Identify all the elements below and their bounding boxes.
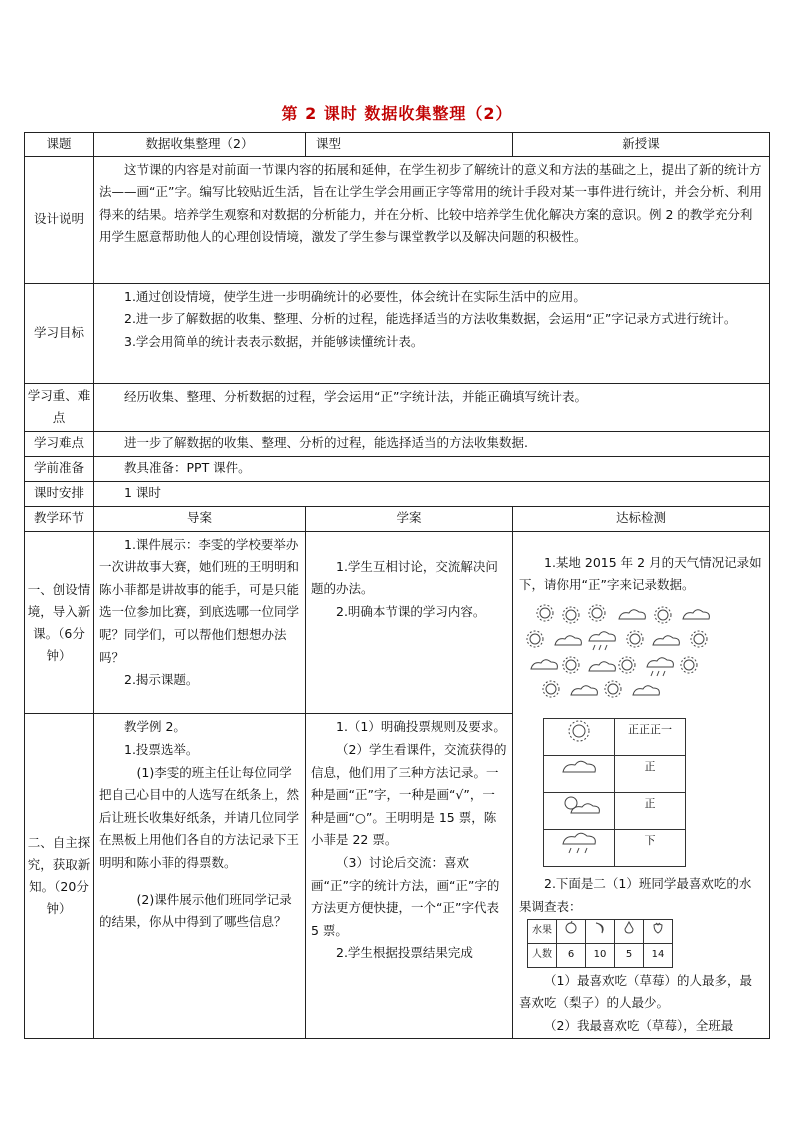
tally-cell: 正 <box>615 756 686 793</box>
page-title: 第 2 课时 数据收集整理（2） <box>281 104 513 123</box>
check-question-2: 2.下面是二（1）班同学最喜欢吃的水果调查表： <box>519 876 752 914</box>
banana-icon <box>593 920 607 934</box>
count-value: 10 <box>586 944 615 968</box>
col-study: 学案 <box>306 506 513 531</box>
topic-label: 课题 <box>25 133 94 157</box>
design-row <box>25 156 770 283</box>
schedule-label: 课时安排 <box>25 481 94 506</box>
guide-paragraph: 2.揭示课题。 <box>124 672 199 688</box>
check-answer-2: （2）我最喜欢吃（草莓），全班最 <box>544 1017 734 1033</box>
sun-icon <box>527 631 543 647</box>
sun-icon <box>562 719 596 743</box>
apple-cell <box>557 919 586 944</box>
weather-type-cell <box>544 830 615 867</box>
count-label: 人数 <box>528 944 557 968</box>
goal-item: 3.学会用简单的统计表表示数据，并能够读懂统计表。 <box>124 333 424 349</box>
tally-cell: 正正正一 <box>615 719 686 756</box>
schedule-row <box>25 481 770 506</box>
apple-icon <box>564 920 578 934</box>
key-row <box>25 383 770 431</box>
pear-cell <box>615 919 644 944</box>
difficulty-text: 进一步了解数据的收集、整理、分析的过程，能选择适当的方法收集数据. <box>124 435 528 451</box>
column-header-row <box>25 506 770 531</box>
cloud-icon <box>653 636 679 645</box>
cloud-icon <box>589 662 615 671</box>
rain-icon <box>647 658 673 676</box>
section2-guide <box>94 714 306 1038</box>
strawberry-cell <box>644 919 673 944</box>
goals-cell <box>94 283 770 383</box>
table-row <box>528 919 673 944</box>
col-check: 达标检测 <box>513 506 770 531</box>
check-answer-1: （1）最喜欢吃（草莓）的人最多，最喜欢吃（梨子）的人最少。 <box>519 972 752 1011</box>
weather-type-cell <box>544 719 615 756</box>
key-text: 经历收集、整理、分析数据的过程，学会运用“正”字统计法，并能正确填写统计表。 <box>124 388 587 404</box>
pear-icon <box>622 920 636 934</box>
rain-icon <box>559 830 599 856</box>
weather-type-cell <box>544 793 615 830</box>
guide-paragraph: 1.课件展示：李雯的学校要举办一次讲故事大赛，她们班的王明明和陈小菲都是讲故事的能手，可是只能选一位参加比赛，到底选哪一位同学呢？同学们，可以帮他们想想办法吗？ <box>99 536 300 665</box>
sun-icon <box>563 607 579 623</box>
table-row <box>544 719 686 756</box>
tally-cell: 正 <box>615 793 686 830</box>
count-value: 6 <box>557 944 586 968</box>
sun-icon <box>543 681 559 697</box>
header-row <box>25 133 770 157</box>
fruit-survey-table <box>527 919 673 968</box>
difficulty-row <box>25 431 770 456</box>
sun-icon <box>691 631 707 647</box>
study-paragraph: （2）学生看课件，交流获得的信息，他们用了三种方法记录。一种是画“正”字，一种是画“√”，一种是画“○”。王明明是 15 票，陈小菲是 22 票。 <box>311 742 507 848</box>
section1-study <box>306 531 513 714</box>
cloud-icon <box>531 660 557 669</box>
key-label: 学习重、难点 <box>25 383 94 431</box>
prep-text: 教具准备：PPT 课件。 <box>124 460 251 476</box>
count-value: 5 <box>615 944 644 968</box>
cloud-icon <box>571 686 597 695</box>
rain-icon <box>589 632 615 650</box>
difficulty-label: 学习难点 <box>25 431 94 456</box>
goal-item: 1.通过创设情境，使学生进一步明确统计的必要性，体会统计在实际生活中的应用。 <box>124 288 586 304</box>
check-cell <box>513 531 770 1038</box>
col-stage: 教学环节 <box>25 506 94 531</box>
sun-icon <box>537 605 553 621</box>
study-paragraph: 1.学生互相讨论，交流解决问题的办法。 <box>311 558 498 597</box>
schedule-text: 1 课时 <box>124 485 161 501</box>
sun-cloud-icon <box>557 793 601 817</box>
prep-row <box>25 456 770 481</box>
sun-icon <box>589 605 605 621</box>
prep-label: 学前准备 <box>25 456 94 481</box>
guide-paragraph: (1)李雯的班主任让每位同学把自己心目中的人选写在纸条上，然后让班长收集好纸条，并请几位同学在黑板上用他们各自的方法记录下王明明和陈小菲的得票数。 <box>99 764 300 870</box>
prep-cell <box>94 456 770 481</box>
study-paragraph: （3）讨论后交流：喜欢画“正”字的统计方法，画“正”字的方法更方便快捷，一个“正”字代表 5 票。 <box>311 854 500 938</box>
weather-tally-table <box>543 718 686 867</box>
design-text: 这节课的内容是对前面一节课内容的拓展和延伸，在学生初步了解统计的意义和方法的基础之上，提出了新的统计方法——画“正”字。编写比较贴近生活，旨在让学生学会用画正字等常用的统计手段对某一事件进行统计，并会分析、利用得来的结果。培养学生观察和对数据的分析能力，并在分析、比较中培养学生优化解决方案的意识。例 2 的教学充分利用学生愿意帮助他人的心理创设情境，激发了学生参与课堂教学以及解决问题的积极性。 <box>99 161 762 245</box>
key-cell <box>94 383 770 431</box>
guide-paragraph: (2)课件展示他们班同学记录的结果，你从中得到了哪些信息？ <box>99 891 292 930</box>
weather-type-cell <box>544 756 615 793</box>
tally-cell: 下 <box>615 830 686 867</box>
cloud-icon <box>559 756 599 776</box>
fruit-header: 水果 <box>528 919 557 944</box>
design-label: 设计说明 <box>25 156 94 283</box>
sun-icon <box>619 657 635 673</box>
guide-paragraph: 教学例 2。 <box>124 719 186 735</box>
goals-label: 学习目标 <box>25 283 94 383</box>
study-paragraph: 2.明确本节课的学习内容。 <box>336 603 486 619</box>
guide-paragraph: 1.投票选举。 <box>124 742 199 758</box>
type-label: 课型 <box>315 136 341 151</box>
weather-record-icons <box>523 603 753 703</box>
topic-cell <box>94 133 306 157</box>
section1-guide <box>94 531 306 714</box>
check-question-1: 1.某地 2015 年 2 月的天气情况记录如下，请你用“正”字来记录数据。 <box>519 554 762 593</box>
section1-label: 一、创设情境，导入新课。（6分钟） <box>25 531 94 714</box>
sun-icon <box>605 681 621 697</box>
goal-item: 2.进一步了解数据的收集、整理、分析的过程，能选择适当的方法收集数据，会运用“正”字记录方式进行统计。 <box>124 311 737 327</box>
section2-label: 二、自主探究，获取新知。（20分钟） <box>25 714 94 1038</box>
strawberry-icon <box>651 920 665 934</box>
lesson-plan-table <box>24 132 770 1039</box>
table-row <box>544 830 686 867</box>
cloud-icon <box>683 610 709 619</box>
table-row <box>528 944 673 968</box>
table-row <box>544 756 686 793</box>
cloud-icon <box>633 686 659 695</box>
banana-cell <box>586 919 615 944</box>
difficulty-cell <box>94 431 770 456</box>
table-row <box>544 793 686 830</box>
type-cell <box>306 133 513 157</box>
goals-row <box>25 283 770 383</box>
schedule-cell <box>94 481 770 506</box>
study-paragraph: 2.学生根据投票结果完成 <box>336 945 473 961</box>
cloud-icon <box>619 610 645 619</box>
cloud-icon <box>555 636 581 645</box>
design-cell <box>94 156 770 283</box>
sun-icon <box>627 631 643 647</box>
sun-icon <box>563 657 579 673</box>
study-paragraph: 1.（1）明确投票规则及要求。 <box>336 719 506 735</box>
topic-value: 数据收集整理（2） <box>145 136 254 151</box>
sun-icon <box>681 657 697 673</box>
section2-study <box>306 714 513 1038</box>
col-guide: 导案 <box>94 506 306 531</box>
count-value: 14 <box>644 944 673 968</box>
section1-row <box>25 531 770 714</box>
type-value: 新授课 <box>513 133 770 157</box>
sun-icon <box>655 607 671 623</box>
